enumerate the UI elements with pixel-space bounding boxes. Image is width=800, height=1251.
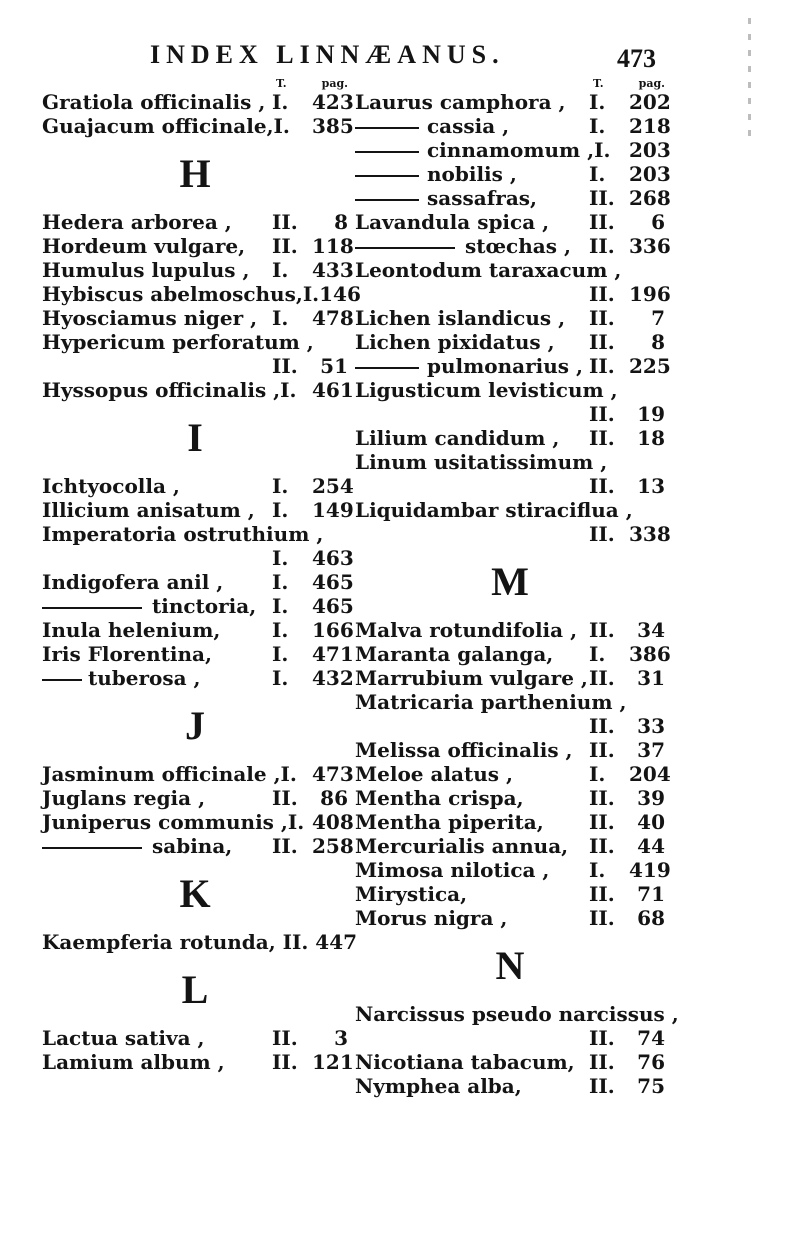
- entry-volume: II.: [589, 354, 615, 378]
- entry-page: 7: [651, 306, 665, 330]
- entry-page: 465: [312, 570, 354, 594]
- entry-name: Inula helenium,: [42, 618, 221, 642]
- entry-name: Hyosciamus niger ,: [42, 306, 258, 330]
- section-letter: H: [179, 151, 211, 196]
- entry-page: 202: [629, 90, 671, 114]
- entry-volume: II.: [589, 402, 615, 426]
- index-entry: [42, 474, 354, 498]
- entry-name: Linum usitatissimum ,: [355, 450, 608, 474]
- index-entry: [42, 522, 348, 546]
- entry-name: Ichtyocolla ,: [42, 474, 180, 498]
- entry-page: 76: [637, 1050, 665, 1074]
- index-entry: [42, 210, 348, 234]
- index-entry: [355, 258, 665, 282]
- entry-page: 225: [629, 354, 671, 378]
- entry-page: 13: [637, 474, 665, 498]
- entry-volume: II.: [272, 1050, 298, 1074]
- page-edge-marks: [748, 8, 768, 408]
- entry-name: Malva rotundifolia ,: [355, 618, 578, 642]
- entry-volume: II.: [589, 234, 615, 258]
- entry-name: sassafras,: [355, 186, 589, 210]
- entry-page: 408: [312, 810, 354, 834]
- entry-name: Mirystica,: [355, 882, 468, 906]
- entry-volume: II.: [589, 618, 615, 642]
- index-entry: [355, 426, 665, 450]
- entry-page: 37: [637, 738, 665, 762]
- entry-page: 8: [651, 330, 665, 354]
- entry-volume: I.: [589, 90, 606, 114]
- entry-name: Nicotiana tabacum,: [355, 1050, 575, 1074]
- index-entry-continuation: [42, 354, 348, 378]
- entry-name: Illicium anisatum ,: [42, 498, 255, 522]
- index-entry: [42, 114, 354, 138]
- entry-name: Iris Florentina,: [42, 642, 212, 666]
- entry-name: Mimosa nilotica ,: [355, 858, 550, 882]
- index-entry: [355, 330, 665, 354]
- entry-name: Hordeum vulgare,: [42, 234, 246, 258]
- index-entry: [355, 858, 671, 882]
- entry-name: Liquidambar stiraciflua ,: [355, 498, 633, 522]
- entry-name: cinnamomum ,: [355, 138, 594, 162]
- entry-volume: I.: [589, 858, 606, 882]
- entry-page: 75: [637, 1074, 665, 1098]
- entry-page: 423: [312, 90, 354, 114]
- entry-page: 19: [637, 402, 665, 426]
- entry-volume: II.: [272, 210, 298, 234]
- index-entry: [355, 690, 665, 714]
- entry-page: 3: [334, 1026, 348, 1050]
- index-entry: [42, 594, 354, 618]
- entry-page: 203: [629, 162, 671, 186]
- entry-page: 34: [637, 618, 665, 642]
- entry-name: Lavandula spica ,: [355, 210, 550, 234]
- index-entry-continuation: [355, 522, 671, 546]
- entry-name: sabina,: [42, 834, 272, 858]
- entry-name: cassia ,: [355, 114, 589, 138]
- index-entry: [42, 378, 354, 402]
- entry-page: 8: [334, 210, 348, 234]
- entry-page: 254: [312, 474, 354, 498]
- entry-page: 218: [629, 114, 671, 138]
- entry-volume: II.: [589, 810, 615, 834]
- index-entry: [355, 762, 671, 786]
- entry-volume: I.: [589, 642, 606, 666]
- index-entry: [42, 330, 348, 354]
- entry-volume: I.: [272, 618, 289, 642]
- entry-name: pulmonarius ,: [355, 354, 589, 378]
- entry-volume: I.: [589, 762, 606, 786]
- index-entry: [355, 498, 665, 522]
- entry-name: Imperatoria ostruthium ,: [42, 522, 324, 546]
- entry-name: Lamium album ,: [42, 1050, 225, 1074]
- index-column-left: [42, 77, 361, 1074]
- entry-volume: II.: [589, 1050, 615, 1074]
- entry-page: 146: [319, 282, 361, 306]
- index-entry: [355, 786, 665, 810]
- entry-name: Lilium candidum ,: [355, 426, 560, 450]
- column-headers: [42, 78, 348, 90]
- index-entry-continuation: [355, 474, 665, 498]
- entry-volume: II.: [589, 1074, 615, 1098]
- entry-name: Nymphea alba,: [355, 1074, 522, 1098]
- index-entry-continuation: [355, 714, 665, 738]
- entry-volume: II.: [589, 906, 615, 930]
- entry-volume: I.: [272, 90, 289, 114]
- index-entry: [42, 570, 354, 594]
- index-entry: [355, 1050, 665, 1074]
- entry-volume: I.: [272, 642, 289, 666]
- index-entry: [42, 282, 361, 306]
- tome-header: T.: [593, 77, 604, 90]
- entry-volume: II.: [589, 330, 615, 354]
- index-entry: [355, 162, 671, 186]
- entry-volume: II.: [589, 522, 615, 546]
- entry-name: tuberosa ,: [42, 666, 272, 690]
- entry-volume: II.: [589, 426, 615, 450]
- entry-page: 71: [637, 882, 665, 906]
- entry-volume: I.: [272, 474, 289, 498]
- index-entry: [42, 618, 354, 642]
- entry-page: 33: [637, 714, 665, 738]
- page-header: pag.: [638, 77, 665, 90]
- entry-volume: I.: [589, 114, 606, 138]
- entry-name: tinctoria,: [42, 594, 272, 618]
- entry-name: Lactua sativa ,: [42, 1026, 205, 1050]
- entry-volume: I.: [287, 810, 305, 834]
- entry-volume: II.: [272, 834, 298, 858]
- entry-page: 40: [637, 810, 665, 834]
- entry-name: Narcissus pseudo narcissus ,: [355, 1002, 679, 1026]
- entry-name: Jasminum officinale ,: [42, 762, 281, 786]
- entry-volume: II.: [589, 210, 615, 234]
- entry-name: Morus nigra ,: [355, 906, 508, 930]
- entry-volume: I.: [589, 162, 606, 186]
- entry-page: 268: [629, 186, 671, 210]
- entry-volume: II.: [272, 1026, 298, 1050]
- entry-name: Melissa officinalis ,: [355, 738, 573, 762]
- entry-page: 386: [629, 642, 671, 666]
- entry-name: Hyssopus officinalis ,: [42, 378, 281, 402]
- entry-name: Mentha crispa,: [355, 786, 524, 810]
- entry-name: Matricaria parthenium ,: [355, 690, 627, 714]
- page-number: 473: [617, 44, 656, 73]
- entry-page: 121: [312, 1050, 354, 1074]
- entry-name: Juniperus communis ,: [42, 810, 288, 834]
- index-entry: [355, 666, 665, 690]
- index-entry: [42, 834, 354, 858]
- entry-volume: I.: [272, 306, 289, 330]
- entry-page: 18: [637, 426, 665, 450]
- entry-volume: II.: [589, 1026, 615, 1050]
- entry-name: Juglans regia ,: [42, 786, 206, 810]
- entry-page: 44: [637, 834, 665, 858]
- entry-name: Mercurialis annua,: [355, 834, 569, 858]
- entry-name: Marrubium vulgare ,: [355, 666, 588, 690]
- index-entry-continuation: [355, 402, 665, 426]
- entry-page: 203: [629, 138, 671, 162]
- index-entry: [42, 786, 348, 810]
- index-entry: [42, 762, 354, 786]
- entry-volume: I.: [594, 138, 611, 162]
- entry-name: Lichen pixidatus ,: [355, 330, 555, 354]
- entry-name: nobilis ,: [355, 162, 589, 186]
- entry-name: Lichen islandicus ,: [355, 306, 566, 330]
- index-entry: [355, 114, 671, 138]
- entry-name: Mentha piperita,: [355, 810, 544, 834]
- index-entry: [42, 498, 354, 522]
- column-headers: [355, 78, 665, 90]
- entry-volume: I.: [280, 378, 297, 402]
- entry-page: 204: [629, 762, 671, 786]
- entry-page: 166: [312, 618, 354, 642]
- entry-volume: II.: [589, 738, 615, 762]
- entry-page: 338: [629, 522, 671, 546]
- page-header: pag.: [321, 77, 348, 90]
- entry-page: 471: [312, 642, 354, 666]
- entry-page: 478: [312, 306, 354, 330]
- entry-volume: I.: [272, 498, 289, 522]
- entry-volume: II.: [589, 882, 615, 906]
- entry-volume: II.: [272, 354, 298, 378]
- index-entry: [42, 930, 358, 954]
- index-entry: [42, 258, 354, 282]
- entry-volume: I.: [302, 282, 320, 306]
- entry-name: Hedera arborea ,: [42, 210, 232, 234]
- index-entry: [42, 810, 354, 834]
- entry-page: 461: [312, 378, 354, 402]
- section-letter: L: [181, 967, 209, 1012]
- entry-name: Gratiola officinalis ,: [42, 90, 266, 114]
- entry-page: 118: [312, 234, 354, 258]
- index-entry: [42, 306, 354, 330]
- index-entry-continuation: [355, 282, 671, 306]
- entry-volume: II.: [589, 666, 615, 690]
- entry-volume: I.: [273, 114, 290, 138]
- entry-name: Humulus lupulus ,: [42, 258, 250, 282]
- entry-name: Hybiscus abelmoschus,: [42, 282, 303, 306]
- entry-page: 336: [629, 234, 671, 258]
- section-letter: M: [491, 559, 529, 604]
- entry-name: Ligusticum levisticum ,: [355, 378, 618, 402]
- index-entry: [355, 738, 665, 762]
- index-entry: [42, 234, 354, 258]
- index-entry: [355, 810, 665, 834]
- entry-volume: II.: [589, 834, 615, 858]
- entry-name: Maranta galanga,: [355, 642, 554, 666]
- index-entry-continuation: [355, 1026, 665, 1050]
- index-entry: [42, 666, 354, 690]
- entry-volume: II.: [272, 786, 298, 810]
- index-entry: [355, 642, 671, 666]
- entry-page: 419: [629, 858, 671, 882]
- entry-page: 432: [312, 666, 354, 690]
- entry-page: 68: [637, 906, 665, 930]
- entry-page: 74: [637, 1026, 665, 1050]
- entry-page: 433: [312, 258, 354, 282]
- entry-page: 51: [320, 354, 348, 378]
- index-entry: [355, 234, 671, 258]
- entry-name: Leontodum taraxacum ,: [355, 258, 622, 282]
- entry-page: 385: [312, 114, 354, 138]
- index-entry: [42, 642, 354, 666]
- entry-volume: I.: [272, 666, 289, 690]
- entry-volume: II.: [589, 186, 615, 210]
- entry-page: 39: [637, 786, 665, 810]
- index-entry: [355, 1002, 679, 1026]
- index-entry: [355, 1074, 665, 1098]
- entry-page: 86: [320, 786, 348, 810]
- index-entry: [355, 882, 665, 906]
- entry-name: Laurus camphora ,: [355, 90, 566, 114]
- entry-volume: I.: [272, 570, 289, 594]
- entry-volume: I.: [272, 546, 289, 570]
- entry-volume: I.: [272, 594, 289, 618]
- entry-page: 463: [312, 546, 354, 570]
- entry-name: Hypericum perforatum ,: [42, 330, 314, 354]
- index-column-right: [355, 77, 679, 1098]
- index-entry: [355, 906, 665, 930]
- page-title: INDEX LINNÆANUS.: [150, 40, 505, 69]
- entry-volume: II.: [589, 282, 615, 306]
- section-letter: K: [179, 871, 211, 916]
- entry-page: 149: [312, 498, 354, 522]
- section-letter: J: [185, 703, 205, 748]
- tome-header: T.: [276, 77, 287, 90]
- index-entry: [355, 378, 665, 402]
- entry-volume: I.: [272, 258, 289, 282]
- entry-volume: II.: [589, 306, 615, 330]
- entry-page: 31: [637, 666, 665, 690]
- entry-name: Indigofera anil ,: [42, 570, 224, 594]
- entry-volume: I.: [280, 762, 297, 786]
- entry-name: Meloe alatus ,: [355, 762, 513, 786]
- index-entry: [355, 210, 665, 234]
- index-entry: [355, 834, 665, 858]
- entry-page: 473: [312, 762, 354, 786]
- index-entry: [42, 90, 354, 114]
- entry-name: stœchas ,: [355, 234, 589, 258]
- index-entry: [355, 354, 671, 378]
- index-entry-continuation: [42, 546, 354, 570]
- section-letter: N: [495, 943, 525, 988]
- entry-page: 6: [651, 210, 665, 234]
- entry-name: Kaempferia rotunda, II. 447: [42, 930, 358, 954]
- index-entry: [42, 1050, 354, 1074]
- index-entry: [42, 1026, 348, 1050]
- index-entry: [355, 90, 671, 114]
- entry-page: 196: [629, 282, 671, 306]
- entry-page: 465: [312, 594, 354, 618]
- entry-volume: II.: [589, 786, 615, 810]
- entry-volume: II.: [272, 234, 298, 258]
- entry-volume: II.: [589, 714, 615, 738]
- index-entry: [355, 138, 671, 162]
- index-entry: [355, 186, 671, 210]
- section-letter: I: [187, 415, 203, 460]
- entry-page: 258: [312, 834, 354, 858]
- index-entry: [355, 450, 665, 474]
- index-entry: [355, 306, 665, 330]
- index-entry: [355, 618, 665, 642]
- entry-name: Guajacum officinale,: [42, 114, 274, 138]
- entry-volume: II.: [589, 474, 615, 498]
